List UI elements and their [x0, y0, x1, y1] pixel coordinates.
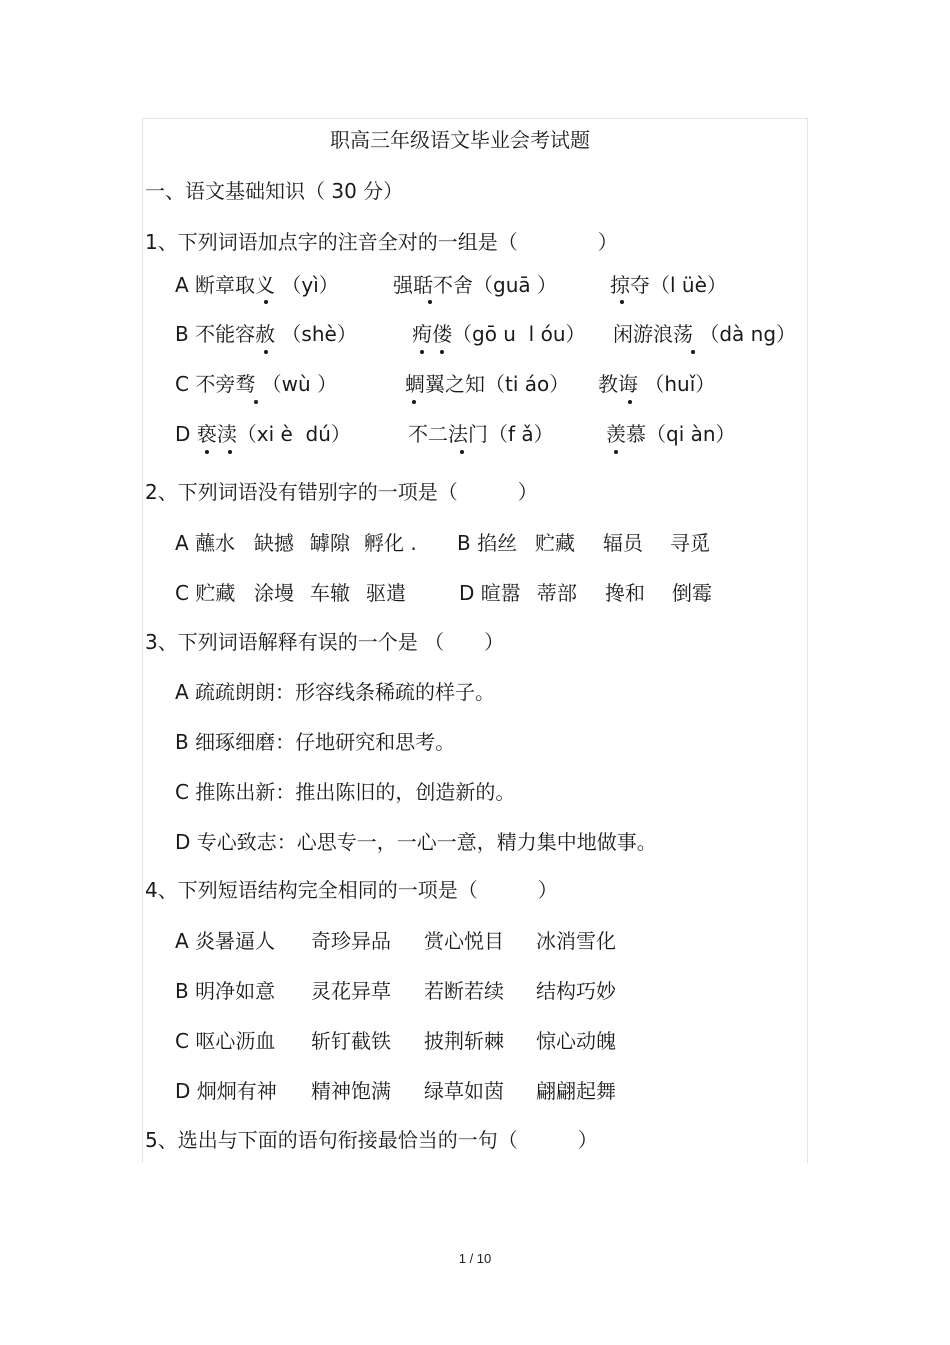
- q1-option-c-1: C 不旁骛 （wù ）: [175, 372, 338, 396]
- q1-option-a-1: A 断章取义 （yì）: [175, 273, 339, 297]
- q4-phrase: 若断若续: [424, 979, 504, 1003]
- question-1-stem: 1、下列词语加点字的注音全对的一组是（ ）: [145, 230, 618, 254]
- emphasis-dot: [691, 350, 695, 354]
- q4-phrase: 惊心动魄: [536, 1029, 616, 1053]
- q1-option-d-3: 羡慕（qi àn）: [606, 422, 736, 446]
- q2-word: 缺撼: [254, 531, 294, 555]
- section-heading: 一、语文基础知识（ 30 分）: [145, 179, 404, 203]
- q2-word: B 掐丝: [457, 531, 518, 555]
- q4-phrase: C 呕心沥血: [175, 1029, 276, 1053]
- q1-option-b-3: 闲游浪荡 （dà ng）: [613, 322, 797, 346]
- q2-word: 贮藏: [535, 531, 575, 555]
- q4-phrase: B 明净如意: [175, 979, 276, 1003]
- emphasis-dot: [264, 350, 268, 354]
- emphasis-dot: [420, 350, 424, 354]
- emphasis-dot: [228, 450, 232, 454]
- q3-option-c: C 推陈出新：推出陈旧的，创造新的。: [175, 780, 516, 804]
- q4-phrase: 精神饱满: [311, 1079, 391, 1103]
- q2-word: 车辙: [310, 581, 350, 605]
- q4-phrase: 灵花异草: [311, 979, 391, 1003]
- q1-option-c-2: 蜩翼之知（ti áo）: [405, 372, 570, 396]
- q1-option-b-2: 痀偻（gō u l óu）: [412, 322, 586, 346]
- emphasis-dot: [412, 400, 416, 404]
- q4-phrase: 赏心悦目: [424, 929, 504, 953]
- emphasis-dot: [628, 400, 632, 404]
- emphasis-dot: [460, 450, 464, 454]
- q2-word: 蒂部: [537, 581, 577, 605]
- q4-phrase: 结构巧妙: [536, 979, 616, 1003]
- emphasis-dot: [440, 350, 444, 354]
- emphasis-dot: [264, 300, 268, 304]
- q3-option-a: A 疏疏朗朗：形容线条稀疏的样子。: [175, 680, 496, 704]
- question-4-stem: 4、下列短语结构完全相同的一项是（ ）: [145, 878, 558, 902]
- q3-option-b: B 细琢细磨：仔地研究和思考。: [175, 730, 456, 754]
- question-3-stem: 3、下列词语解释有误的一个是 （ ）: [145, 630, 505, 654]
- question-2-stem: 2、下列词语没有错别字的一项是（ ）: [145, 480, 538, 504]
- q2-word: 搀和: [605, 581, 645, 605]
- q2-word: 孵化 .: [364, 531, 417, 555]
- q4-phrase: D 炯炯有神: [175, 1079, 277, 1103]
- q2-word: 驱遣: [366, 581, 406, 605]
- q1-option-a-2: 强聒不舍（guā ）: [393, 273, 557, 297]
- q1-option-d-1: D 亵渎（xi è dú）: [175, 422, 351, 446]
- page-number: 1 / 10: [458, 1251, 492, 1266]
- q1-option-d-2: 不二法门（f ǎ）: [408, 422, 554, 446]
- q1-option-c-3: 教诲 （huǐ）: [598, 372, 716, 396]
- emphasis-dot: [614, 450, 618, 454]
- q4-phrase: 斩钉截铁: [311, 1029, 391, 1053]
- q4-phrase: A 炎暑逼人: [175, 929, 276, 953]
- q1-option-b-1: B 不能容赦 （shè）: [175, 322, 357, 346]
- emphasis-dot: [620, 300, 624, 304]
- q2-word: 罅隙: [310, 531, 350, 555]
- question-5-stem: 5、选出与下面的语句衔接最恰当的一句（ ）: [145, 1128, 598, 1152]
- q2-word: 涂墁: [254, 581, 294, 605]
- q2-word: 倒霉: [672, 581, 712, 605]
- q3-option-d: D 专心致志：心思专一，一心一意，精力集中地做事。: [175, 830, 657, 854]
- q4-phrase: 绿草如茵: [424, 1079, 504, 1103]
- emphasis-dot: [254, 400, 258, 404]
- q4-phrase: 冰消雪化: [536, 929, 616, 953]
- page-title: 职高三年级语文毕业会考试题: [330, 128, 590, 152]
- q2-word: D 暄嚣: [459, 581, 521, 605]
- q1-option-a-3: 掠夺（l üè）: [610, 273, 727, 297]
- q4-phrase: 翩翩起舞: [536, 1079, 616, 1103]
- q2-word: 寻觅: [670, 531, 710, 555]
- q2-word: A 蘸水: [175, 531, 236, 555]
- q2-word: C 贮藏: [175, 581, 236, 605]
- emphasis-dot: [428, 300, 432, 304]
- q4-phrase: 奇珍异品: [311, 929, 391, 953]
- q4-phrase: 披荆斩棘: [424, 1029, 504, 1053]
- q2-word: 辐员: [603, 531, 643, 555]
- emphasis-dot: [205, 450, 209, 454]
